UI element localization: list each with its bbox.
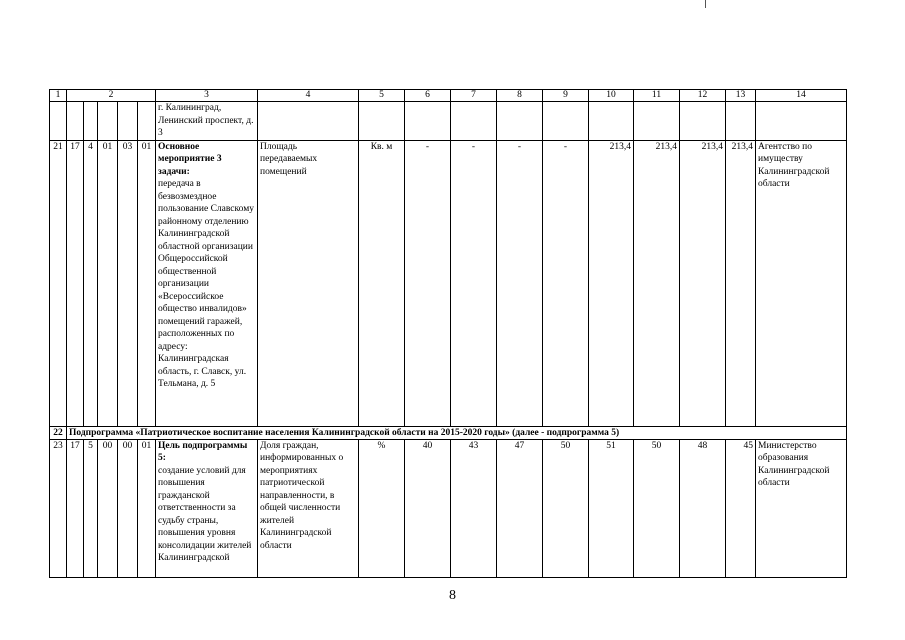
subprogram-row — [50, 426, 847, 439]
value-cell: - — [543, 140, 589, 426]
unit-cell: % — [359, 439, 405, 577]
header-cell: 14 — [756, 90, 847, 102]
corner-mark — [705, 0, 706, 8]
value-cell: 51 — [589, 439, 634, 577]
code-cell: 01 — [138, 140, 156, 426]
code-cell: 01 — [138, 439, 156, 577]
value-cell: 213,4 — [634, 140, 680, 426]
value-cell: 47 — [497, 439, 543, 577]
subprogram-title: Подпрограмма «Патриотическое воспитание населения Калининградской области на 2015-2020 годы» (далее - подпрограмма 5) — [67, 426, 847, 439]
event-name-text: передача в безвозмездное пользование Славскому районному отделению Калининградской областной организации Общероссийской общественной организации «Всероссийское общество инвалидов» помещений гаражей, расположенных по адресу: Калининградская область, г. Славск, ул. Тельмана, д. 5 — [158, 179, 254, 389]
value-cell: 213,4 — [680, 140, 726, 426]
unit-cell: Кв. м — [359, 140, 405, 426]
row-number: 22 — [50, 426, 67, 439]
header-cell: 11 — [634, 90, 680, 102]
goal-name-cell — [156, 439, 258, 577]
row-number: 21 — [50, 140, 67, 426]
executor-cell: Агентство по имуществу Калининградской области — [756, 140, 847, 426]
code-cell: 17 — [67, 140, 84, 426]
value-cell: 45 — [726, 439, 756, 577]
code-cell: 17 — [67, 439, 84, 577]
header-cell: 6 — [405, 90, 451, 102]
header-cell: 8 — [497, 90, 543, 102]
page-number: 8 — [449, 588, 456, 603]
code-cell: 00 — [98, 439, 118, 577]
goal-name-bold: Цель подпрограммы 5: — [158, 440, 248, 463]
value-cell: 213,4 — [726, 140, 756, 426]
code-cell: 00 — [118, 439, 138, 577]
code-cell: 01 — [98, 140, 118, 426]
value-cell: - — [497, 140, 543, 426]
value-cell: - — [405, 140, 451, 426]
header-cell: 2 — [67, 90, 156, 102]
program-table — [49, 89, 847, 578]
value-cell: 50 — [543, 439, 589, 577]
header-cell: 12 — [680, 90, 726, 102]
indicator-cell: Площадь передаваемых помещений — [258, 140, 359, 426]
code-cell: 4 — [84, 140, 98, 426]
continued-name-cell: г. Калининград, Ленинский проспект, д. 3 — [156, 102, 258, 141]
header-row — [50, 90, 847, 102]
event-name-bold: Основное мероприятие 3 задачи: — [158, 141, 222, 177]
value-cell: 213,4 — [589, 140, 634, 426]
table-row — [50, 140, 847, 426]
event-name-cell — [156, 140, 258, 426]
header-cell: 13 — [726, 90, 756, 102]
header-cell: 10 — [589, 90, 634, 102]
header-cell: 4 — [258, 90, 359, 102]
table-row — [50, 439, 847, 577]
row-number: 23 — [50, 439, 67, 577]
code-cell: 5 — [84, 439, 98, 577]
value-cell: 50 — [634, 439, 680, 577]
header-cell: 5 — [359, 90, 405, 102]
value-cell: - — [451, 140, 497, 426]
value-cell: 40 — [405, 439, 451, 577]
header-cell: 7 — [451, 90, 497, 102]
header-cell: 3 — [156, 90, 258, 102]
executor-cell: Министерство образования Калининградской области — [756, 439, 847, 577]
continued-row — [50, 102, 847, 141]
goal-name-text: создание условий для повышения гражданской ответственности за судьбу страны, повышения уровня консолидации жителей Калининградской — [158, 465, 252, 563]
code-cell: 03 — [118, 140, 138, 426]
indicator-cell: Доля граждан, информированных о мероприятиях патриотической направленности, в общей численности жителей Калининградской области — [258, 439, 359, 577]
value-cell: 43 — [451, 439, 497, 577]
header-cell: 1 — [50, 90, 67, 102]
value-cell: 48 — [680, 439, 726, 577]
header-cell: 9 — [543, 90, 589, 102]
